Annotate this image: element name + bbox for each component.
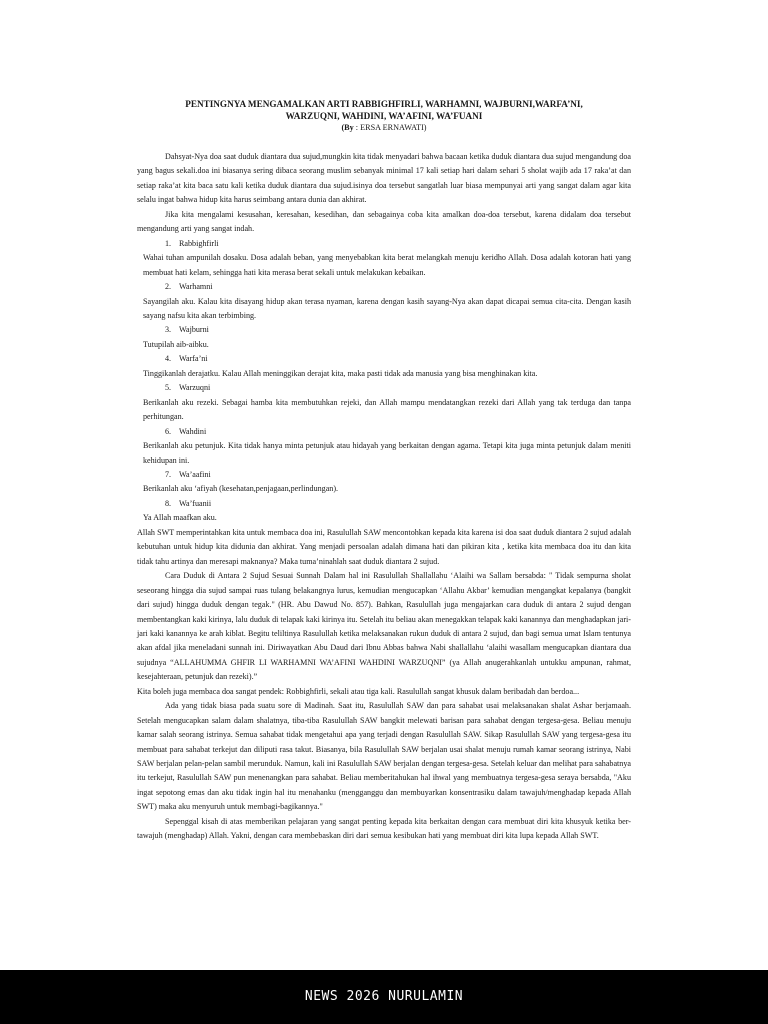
document-title-line2: WARZUQNI, WAHDINI, WA’AFINI, WA’FUANI	[285, 111, 483, 121]
prayer-item-name: Warfa’ni	[179, 354, 208, 364]
body-paragraph-1: Allah SWT memperintahkan kita untuk membaca doa ini, Rasulullah SAW mencontohkan kepada kita karena isi doa saat duduk diantara 2 sujud adalah kebutuhan untuk hidup kita didunia dan akhirat. Yang menjadi persoalan adalah dimana hati dan pikiran kita , ketika kita membaca doa itu dan kita tidak tahu artinya dan meresapi maknanya? Maka tuma’ninahlah saat duduk diantara 2 sujud.	[137, 527, 631, 566]
footer-banner: NEWS 2026 NURULAMIN	[0, 970, 768, 1024]
prayer-item-heading	[137, 323, 631, 337]
prayer-item-meaning: Berikanlah aku petunjuk. Kita tidak hanya minta petunjuk atau hidayah yang berkaitan dengan agama. Tetapi kita juga minta petunjuk dalam meniti kehidupan ini.	[143, 441, 631, 465]
byline	[137, 122, 631, 134]
prayer-item-meaning: Berikanlah aku rezeki. Sebagai hamba kita membutuhkan rejeki, dan Allah mampu mendatangkan rezeki dari Allah yang tak terduga dan tanpa perhitungan.	[143, 397, 631, 422]
intro-paragraph-2: Jika kita mengalami kesusahan, keresahan, kesedihan, dan sebagainya coba kita amalkan doa-doa tersebut, karena didalam doa tersebut mengandung arti yang sangat indah.	[137, 209, 631, 234]
prayer-item-heading	[137, 468, 631, 482]
prayer-item-name: Wahdini	[179, 426, 207, 436]
prayer-item-number: 5.	[165, 383, 172, 393]
byline-author: : ERSA ERNAWATI)	[353, 123, 427, 132]
prayer-item-heading	[137, 237, 631, 251]
prayer-item-number: 6.	[165, 426, 172, 436]
prayer-list	[137, 237, 631, 526]
prayer-item-heading	[137, 497, 631, 511]
prayer-item-name: Warzuqni	[179, 383, 211, 393]
intro-paragraph-1: Dahsyat-Nya doa saat duduk diantara dua sujud,mungkin kita tidak menyadari bahwa bacaan ketika duduk diantara dua sujud mengandung doa yang bagus sekali.doa ini biasanya sering dibaca seorang muslim sebanyak minimal 17 kali setiap hari dalam sehari 5 sholat wajib ada 17 raka’at dan setiap raka’at kita baca satu kali ketika duduk diantara dua sujud.isinya doa tersebut sangatlah luar biasa mempunyai arti yang sangat dalam agar kita selalu ingat bahwa hidup kita harus seimbang antara dunia dan akhirat.	[137, 152, 631, 205]
prayer-item-name: Wa’fuanii	[179, 498, 212, 508]
body-paragraph-5: Sepenggal kisah di atas memberikan pelajaran yang sangat penting kepada kita berkaitan dengan cara membuat diri kita khusyuk ketika ber-tawajuh (menghadap) Allah. Yakni, dengan cara membebaskan diri dari semua kesibukan hati yang membuat diri kita lupa kepada Allah SWT.	[137, 816, 631, 841]
prayer-item-name: Wajburni	[179, 325, 209, 335]
prayer-item-heading	[137, 280, 631, 294]
prayer-item-heading	[137, 425, 631, 439]
prayer-item-meaning: Wahai tuhan ampunilah dosaku. Dosa adalah beban, yang menyebabkan kita berat melangkah menuju keridho Allah. Dosa adalah kotoran hati yang membuat hati kelam, sehingga hati kita merasa berat sekali untuk melakukan kebaikan.	[143, 253, 631, 277]
prayer-item-meaning: Ya Allah maafkan aku.	[143, 513, 217, 523]
prayer-item-name: Warhamni	[179, 282, 213, 292]
byline-by: By	[344, 123, 354, 132]
prayer-item-name: Rabbighfirli	[179, 238, 219, 248]
prayer-item-number: 4.	[165, 354, 172, 364]
byline-open: (	[341, 123, 345, 132]
prayer-item-meaning: Tutupilah aib-aibku.	[143, 339, 209, 349]
document-title-line1: PENTINGNYA MENGAMALKAN ARTI RABBIGHFIRLI, WARHAMNI, WAJBURNI,WARFA’NI,	[185, 99, 583, 109]
prayer-item-number: 8.	[165, 498, 172, 508]
body-paragraph-2: Cara Duduk di Antara 2 Sujud Sesuai Sunnah Dalam hal ini Rasulullah Shallallahu ‘Alaihi wa Sallam bersabda: " Tidak sempurna sholat seseorang hingga dia sujud sampai ruas tulang belakangnya lurus, kemudian mengucapkan ‘Allahu Akbar’ kemudian mengangkat kepalanya (bangkit dari sujud) hingga duduk dengan tegak." (HR. Abu Dawud No. 857). Bahkan, Rasulullah juga mengajarkan cara duduk di antara 2 sujud dengan membentangkan kaki kirinya, lalu duduk di telapak kaki kirinya itu. Setelah itu beliau akan menegakkan telapak kaki kanannya dan menghadapkan jari-jari kaki kanannya ke arah kiblat. Begitu teliltinya Rasulullah ketika melaksanakan rukun duduk di antara 2 sujud, dan bagi semua umat Islam tentunya akan afdal jika meneladani sunnah ini. Diriwayatkan Abu Daud dari Ibnu Abbas bahwa Nabi shallallahu ‘alaihi wasallam mengucapkan diantara dua sujudnya “ALLAHUMMA GHFIR LI WARHAMNI WA’AFINI WAHDINI WARZUQNI” (ya Allah anugerahkanlah untukku ampunan, rahmat, kesejahteraan, petunjuk dan rezeki).”	[137, 571, 631, 682]
prayer-item-number: 3.	[165, 325, 172, 335]
document-page	[137, 98, 631, 844]
body-paragraph-3: Kita boleh juga membaca doa sangat pendek: Robbighfirli, sekali atau tiga kali. Rasulullah sangat khusuk dalam beribadah dan berdoa...	[137, 686, 580, 696]
body-paragraph-4: Ada yang tidak biasa pada suatu sore di Madinah. Saat itu, Rasulullah SAW dan para sahabat usai melaksanakan shalat Ashar berjamaah. Setelah mengucapkan salam dalam shalatnya, tiba-tiba Rasulullah SAW bangkit melewati barisan para sahabat dengan tergesa-gesa. Beliau menuju kamar salah seorang istrinya. Semua sahabat tidak mengetahui apa yang terjadi dengan Rasulullah SAW. Sikap Rasulullah SAW yang tergesa-gesa itu membuat para sahabat terkejut dan diliputi rasa takut. Biasanya, bila Rasulullah SAW berjalan usai shalat menuju rumah kamar seorang istrinya, Nabi SAW berjalan pelan-pelan sambil merunduk. Namun, kali ini Rasulullah SAW berjalan dengan tergesa-gesa. Setelah keluar dan melihat para sahabatnya itu terkejut, Rasulullah SAW pun menenangkan para sahabat. Beliau memberitahukan hal ihwal yang membuatnya tergesa-gesa seraya bersabda, "Aku ingat sepotong emas dan aku tidak ingin hal itu menahanku (mengganggu dan membuyarkan konsentrasiku dalam tawajuh/menghadap kepada Allah SWT) maka aku menyuruh untuk membagi-bagikannya."	[137, 701, 631, 812]
prayer-item-meaning: Berikanlah aku ‘afiyah (kesehatan,penjagaan,perlindungan).	[143, 484, 339, 494]
prayer-item-number: 7.	[165, 469, 172, 479]
prayer-item-heading	[137, 381, 631, 395]
prayer-item-name: Wa’aafini	[179, 469, 211, 479]
prayer-item-heading	[137, 352, 631, 366]
prayer-item-meaning: Sayangilah aku. Kalau kita disayang hidup akan terasa nyaman, karena dengan kasih sayang-Nya akan dapat dicapai semua cita-cita. Dengan kasih sayang nafsu kita akan terbimbing.	[143, 296, 631, 320]
prayer-item-number: 1.	[165, 238, 172, 248]
prayer-item-number: 2.	[165, 282, 172, 292]
prayer-item-meaning: Tinggikanlah derajatku. Kalau Allah meninggikan derajat kita, maka pasti tidak ada manusia yang bisa menghinakan kita.	[143, 368, 538, 378]
